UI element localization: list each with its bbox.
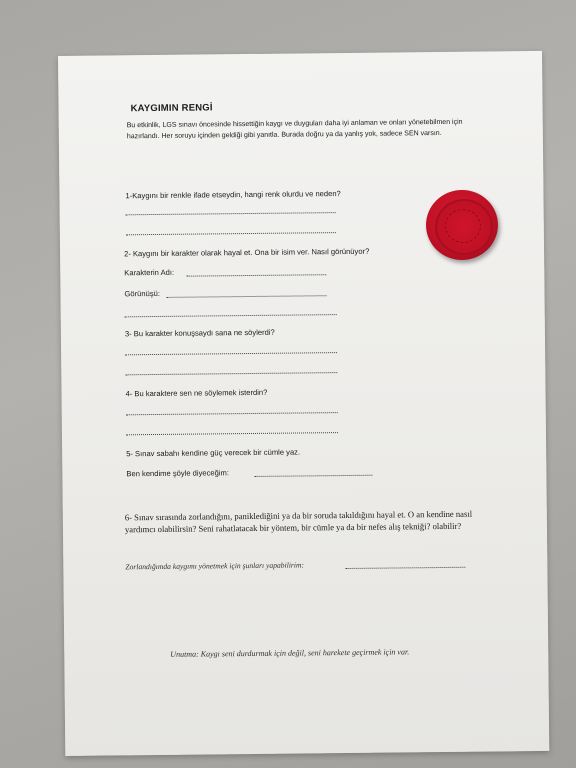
character-name-line[interactable] bbox=[186, 273, 326, 276]
appearance-label: Görünüşü: bbox=[124, 288, 161, 299]
answer-line-4a[interactable] bbox=[126, 411, 338, 415]
answer-line-4b[interactable] bbox=[126, 431, 338, 435]
question-5: 5- Sınav sabahı kendine güç verecek bir cümle yaz. bbox=[126, 447, 301, 459]
question-2: 2- Kaygını bir karakter olarak hayal et. Ona bir isim ver. Nasıl görünüyor? bbox=[124, 246, 370, 259]
question-4: 4- Bu karaktere sen ne söylemek isterdin? bbox=[125, 387, 268, 399]
footer-reminder: Unutma: Kaygı seni durdurmak için değil, seni harekete geçirmek için var. bbox=[170, 647, 410, 659]
character-name-label: Karakterin Adı: bbox=[124, 267, 175, 278]
appearance-line-2[interactable] bbox=[125, 313, 337, 317]
coping-prompt: Zorlandığımda kaygımı yönetmek için şunları yapabilirim: bbox=[125, 560, 305, 572]
question-3: 3- Bu karakter konuşsaydı sana ne söylerdi? bbox=[124, 327, 275, 339]
question-6: 6- Sınav sırasında zorlandığını, paniklediğini ya da bir soruda takıldığını hayal et. O an kendine nasıl yardımcı olabilirsin? Seni rahatlatacak bir yöntem, bir cümle ya da bir nefes alış tekniği? olabilir? bbox=[124, 508, 473, 535]
coping-line[interactable] bbox=[345, 566, 465, 569]
answer-line-3b[interactable] bbox=[125, 371, 337, 375]
statement-line[interactable] bbox=[254, 474, 372, 477]
question-1: 1-Kaygını bir renkle ifade etseydin, hangi renk olurdu ve neden? bbox=[125, 189, 341, 201]
red-game-token bbox=[426, 190, 498, 260]
answer-line-1a[interactable] bbox=[126, 211, 336, 215]
answer-line-1b[interactable] bbox=[126, 231, 336, 235]
statement-prompt: Ben kendime şöyle diyeceğim: bbox=[126, 468, 229, 479]
worksheet-paper bbox=[58, 51, 549, 756]
worksheet-intro: Bu etkinlik, LGS sınavı öncesinde hissettiğin kaygı ve duyguları daha iyi anlaman ve onları yönetebilmen için hazırlandı. Her soruyu içinden geldiği gibi yanıtla. Burada doğru ya da yanlış yok, sadece SEN varsın. bbox=[126, 118, 463, 141]
worksheet-title: KAYGIMIN RENGİ bbox=[130, 102, 213, 115]
appearance-line-1[interactable] bbox=[167, 294, 327, 298]
answer-line-3a[interactable] bbox=[125, 351, 337, 355]
